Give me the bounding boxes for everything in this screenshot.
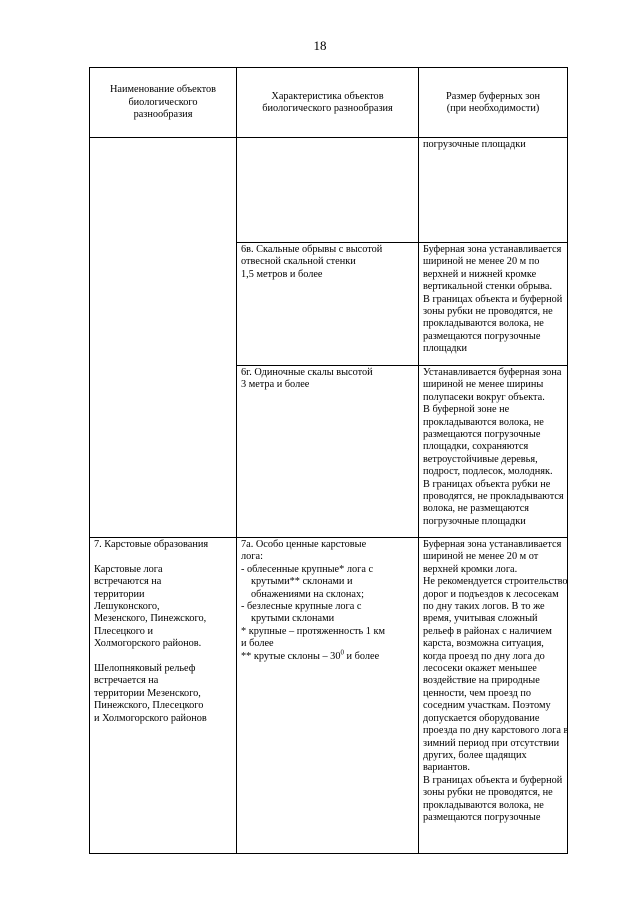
text-line: площадки bbox=[423, 343, 468, 355]
text-line: воздействие на природные bbox=[423, 675, 540, 687]
text-line: размещаются погрузочные bbox=[423, 330, 541, 342]
text-line: встречаются на bbox=[94, 576, 162, 588]
text-line: * крупные – протяженность 1 км bbox=[241, 625, 386, 637]
cell-karst-characteristics bbox=[237, 538, 419, 854]
cell-empty bbox=[237, 138, 419, 243]
text-line: лога: bbox=[241, 551, 263, 563]
text-line: время, учитывая сложный bbox=[423, 613, 538, 625]
table-row bbox=[90, 138, 568, 243]
text-line: (при необходимости) bbox=[446, 103, 540, 114]
text-line: прокладываются волока, не bbox=[423, 799, 544, 811]
text-line: Характеристика объектов bbox=[271, 90, 384, 102]
text-line: Буферная зона устанавливается bbox=[423, 244, 562, 255]
text-line: зоны рубки не проводятся, не bbox=[423, 787, 553, 799]
text-line: карста, возможна ситуация, bbox=[423, 638, 544, 650]
text-line: и Холмогорского районов bbox=[94, 712, 207, 724]
text-line: прокладываются волока, не bbox=[423, 416, 544, 428]
text-line: разнообразия bbox=[133, 109, 193, 121]
text-line: Наименование объектов bbox=[110, 84, 216, 96]
text-line: площадки, сохраняются bbox=[423, 441, 529, 453]
cell-buffer-continued bbox=[419, 138, 568, 243]
cell-single-rocks bbox=[237, 366, 419, 538]
text-line: допускается оборудование bbox=[423, 712, 540, 724]
text-line: и более bbox=[241, 638, 274, 650]
karst-7a-title bbox=[241, 539, 415, 564]
text-line: биологического bbox=[128, 96, 198, 108]
text-line: лесосеки окажет меньшее bbox=[423, 663, 537, 675]
text-line: - облесенные крупные* лога с bbox=[241, 563, 374, 575]
text-line: - безлесные крупные лога с bbox=[241, 601, 362, 613]
text-line: других, более щадящих bbox=[423, 749, 527, 761]
text-line: 7. Карстовые образования bbox=[94, 539, 209, 550]
karst-item-treeless bbox=[241, 601, 415, 613]
text-line: проезда по дну карстового лога в bbox=[423, 725, 569, 737]
cell-cliffs bbox=[237, 243, 419, 366]
text-line: зимний период при отсутствии bbox=[423, 737, 560, 749]
text-line: Лешуконского, bbox=[94, 601, 160, 613]
text-line: размещаются погрузочные bbox=[423, 811, 541, 823]
cell-continued-empty bbox=[90, 138, 237, 538]
text-line: размещаются погрузочные bbox=[423, 429, 541, 441]
text-line: вертикальной стенки обрыва. bbox=[423, 281, 553, 293]
text-line: В границах объекта и буферной bbox=[423, 774, 563, 786]
text-line: рельеф в районах с наличием bbox=[423, 625, 552, 637]
shelopnyak-relief-text bbox=[94, 663, 233, 725]
text-line: Мезенского, Пинежского, bbox=[94, 613, 207, 625]
text-line: обнажениями на склонах; bbox=[251, 588, 364, 600]
table-row bbox=[90, 538, 568, 854]
text-line: шириной не менее ширины bbox=[423, 379, 544, 391]
text-line: когда проезд по дну лога до bbox=[423, 650, 545, 662]
footnote-steep: ** крутые склоны – $30^0$ и более bbox=[241, 648, 380, 662]
text-line: территории Мезенского, bbox=[94, 687, 201, 699]
text-line: Карстовые лога bbox=[94, 563, 163, 575]
text-line: отвесной скальной стенки bbox=[241, 256, 356, 268]
cell-karst-objects bbox=[90, 538, 237, 854]
text-line: дорог и подъездов к лесосекам bbox=[423, 588, 559, 600]
text-line: погрузочные площадки bbox=[423, 139, 526, 150]
text-line: Шелопняковый рельеф bbox=[94, 663, 196, 675]
text-line: встречается на bbox=[94, 675, 159, 687]
text-line: полупасеки вокруг объекта. bbox=[423, 391, 545, 403]
karst-logs-text bbox=[94, 564, 233, 651]
text-line: шириной не менее 20 м от bbox=[423, 551, 539, 563]
text-line: погрузочные площадки bbox=[423, 515, 526, 527]
text-line: В границах объекта рубки не bbox=[423, 478, 551, 490]
text-line: Плесецкого и bbox=[94, 625, 154, 637]
text-line: соседним участкам. Поэтому bbox=[423, 700, 551, 712]
text-line: крутыми склонами bbox=[251, 613, 335, 625]
cell-cliffs-buffer bbox=[419, 243, 568, 366]
cell-single-rocks-buffer bbox=[419, 366, 568, 538]
header-objects bbox=[90, 68, 237, 138]
header-buffer-size bbox=[419, 68, 568, 138]
text-line: по дну таких логов. В то же bbox=[423, 601, 545, 613]
text-line: Пинежского, Плесецкого bbox=[94, 700, 204, 712]
text-line: верхней кромки лога. bbox=[423, 563, 518, 575]
text-line: В буферной зоне не bbox=[423, 404, 510, 416]
text-line: Холмогорского районов. bbox=[94, 638, 202, 650]
text-line: биологического разнообразия bbox=[262, 103, 393, 114]
text-line: 7а. Особо ценные карстовые bbox=[241, 539, 367, 550]
text-line: Устанавливается буферная зона bbox=[423, 367, 562, 378]
karst-title bbox=[94, 539, 233, 551]
text-line: Не рекомендуется строительство bbox=[423, 576, 568, 588]
text-line: шириной не менее 20 м по bbox=[423, 256, 540, 268]
text-line: ценности, чем проезд по bbox=[423, 687, 532, 699]
header-characteristics bbox=[237, 68, 419, 138]
text-line: 1,5 метров и более bbox=[241, 268, 323, 280]
karst-item-forested bbox=[241, 564, 415, 576]
cell-karst-buffer bbox=[419, 538, 568, 854]
footnote-large bbox=[241, 626, 415, 651]
text-line: крутыми** склонами и bbox=[251, 576, 353, 588]
text-line: верхней и нижней кромке bbox=[423, 268, 537, 280]
buffer-zones-table bbox=[89, 67, 568, 854]
text-line: 3 метра и более bbox=[241, 379, 310, 391]
text-line: проводятся, не прокладываются bbox=[423, 491, 564, 503]
text-line: зоны рубки не проводятся, не bbox=[423, 306, 553, 318]
text-line: прокладываются волока, не bbox=[423, 318, 544, 330]
text-line: Размер буферных зон bbox=[446, 90, 540, 102]
text-line: подрост, подлесок, молодняк. bbox=[423, 466, 553, 478]
text-line: 6в. Скальные обрывы с высотой bbox=[241, 244, 383, 255]
text-line: В границах объекта и буферной bbox=[423, 293, 563, 305]
text-line: вариантов. bbox=[423, 762, 470, 774]
text-line: территории bbox=[94, 588, 145, 600]
text-line: 6г. Одиночные скалы высотой bbox=[241, 367, 373, 378]
table-header-row bbox=[90, 68, 568, 138]
page-number: 18 bbox=[313, 38, 327, 53]
text-line: Буферная зона устанавливается bbox=[423, 539, 562, 550]
text-line: волока, не размещаются bbox=[423, 503, 530, 515]
text-line: ветроустойчивые деревья, bbox=[423, 453, 538, 465]
